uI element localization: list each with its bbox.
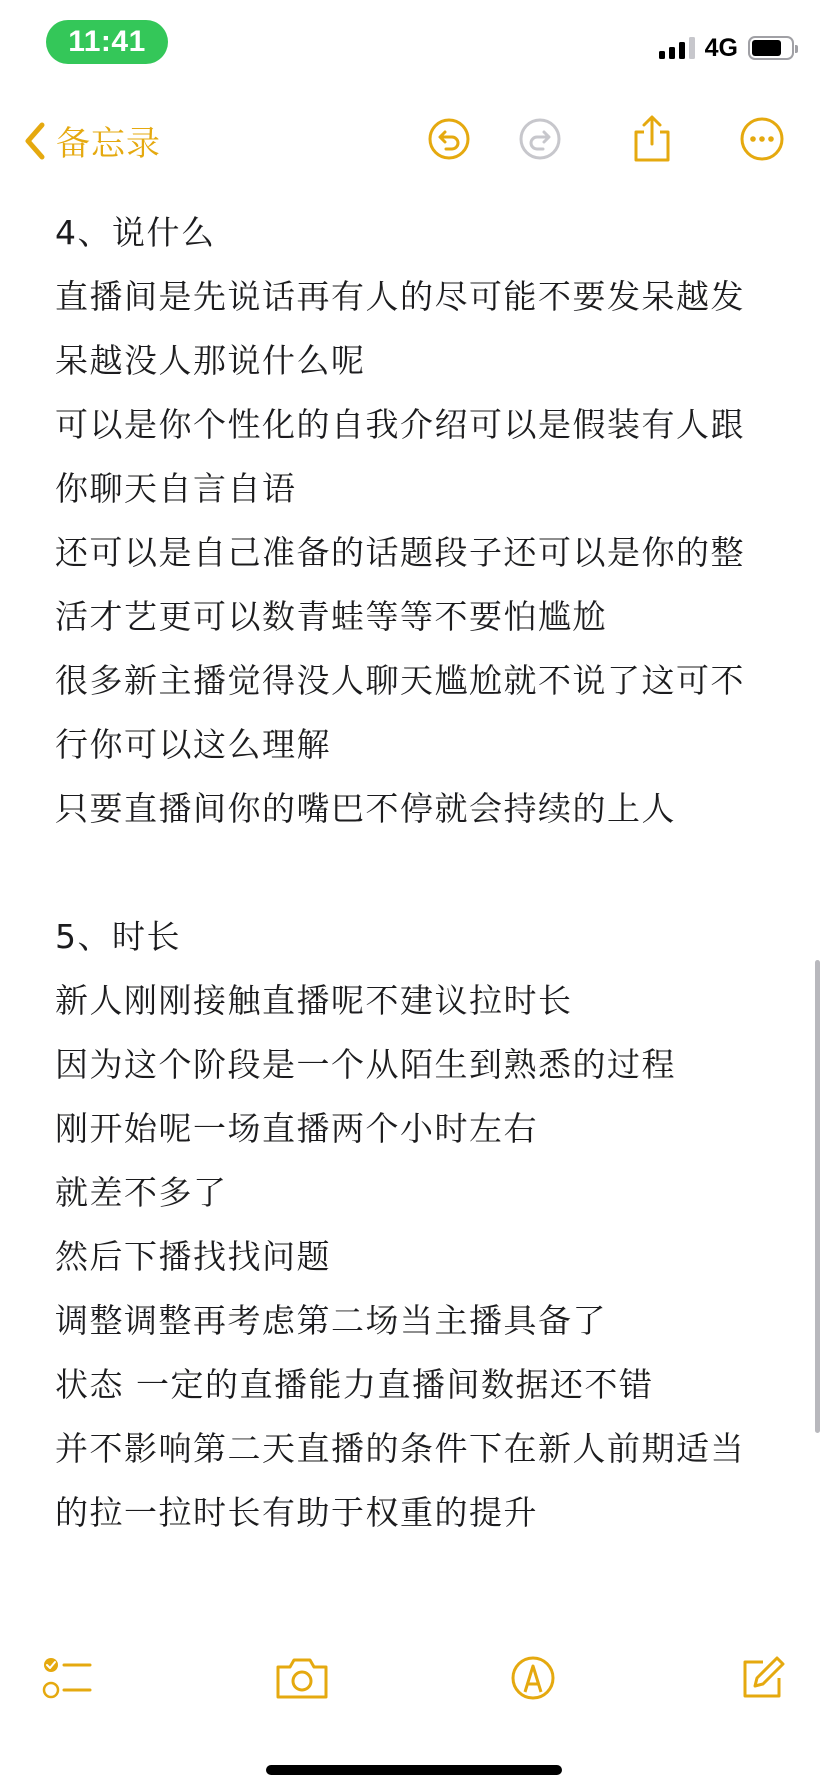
nav-bar xyxy=(0,100,828,180)
status-right xyxy=(659,34,794,62)
note-line: 因为这个阶段是一个从陌生到熟悉的过程 xyxy=(55,1045,676,1084)
note-line: 并不影响第二天直播的条件下在新人前期适当 xyxy=(55,1429,745,1468)
compose-icon[interactable] xyxy=(733,1648,793,1708)
note-line: 刚开始呢一场直播两个小时左右 xyxy=(55,1109,538,1148)
note-line: 你聊天自言自语 xyxy=(55,469,297,508)
signal-icon xyxy=(659,37,695,59)
note-line: 然后下播找找问题 xyxy=(55,1237,331,1276)
note-body[interactable] xyxy=(55,201,775,1545)
note-line: 就差不多了 xyxy=(55,1173,228,1212)
note-line: 4、说什么 xyxy=(55,213,216,252)
more-icon[interactable] xyxy=(737,114,787,164)
note-line: 的拉一拉时长有助于权重的提升 xyxy=(55,1493,538,1532)
battery-icon xyxy=(748,36,794,60)
note-line: 调整调整再考虑第二场当主播具备了 xyxy=(55,1301,607,1340)
back-button[interactable] xyxy=(24,116,161,165)
note-line: 呆越没人那说什么呢 xyxy=(55,341,366,380)
note-line: 5、时长 xyxy=(55,917,181,956)
bottom-toolbar xyxy=(0,1648,828,1718)
note-line: 还可以是自己准备的话题段子还可以是你的整 xyxy=(55,533,745,572)
undo-icon[interactable] xyxy=(424,114,474,164)
note-line: 直播间是先说话再有人的尽可能不要发呆越发 xyxy=(55,277,745,316)
note-line: 只要直播间你的嘴巴不停就会持续的上人 xyxy=(55,789,676,828)
note-line: 很多新主播觉得没人聊天尴尬就不说了这可不 xyxy=(55,661,745,700)
network-label: 4G xyxy=(704,33,738,62)
note-line: 可以是你个性化的自我介绍可以是假装有人跟 xyxy=(55,405,745,444)
redo-icon[interactable] xyxy=(515,114,565,164)
note-line: 行你可以这么理解 xyxy=(55,725,331,764)
back-label: 备忘录 xyxy=(56,124,161,164)
checklist-icon[interactable] xyxy=(38,1648,98,1708)
chevron-left-icon xyxy=(24,122,46,160)
note-line: 状态 一定的直播能力直播间数据还不错 xyxy=(55,1365,654,1404)
battery-fill xyxy=(752,40,781,56)
markup-icon[interactable] xyxy=(503,1648,563,1708)
camera-icon[interactable] xyxy=(272,1648,332,1708)
scroll-indicator[interactable] xyxy=(815,960,820,1433)
share-icon[interactable] xyxy=(627,114,677,164)
home-indicator xyxy=(266,1765,562,1775)
note-line: 活才艺更可以数青蛙等等不要怕尴尬 xyxy=(55,597,607,636)
status-time: 11:41 xyxy=(46,20,168,64)
status-bar xyxy=(0,0,828,90)
note-line: 新人刚刚接触直播呢不建议拉时长 xyxy=(55,981,573,1020)
note-blank-line xyxy=(55,841,775,905)
